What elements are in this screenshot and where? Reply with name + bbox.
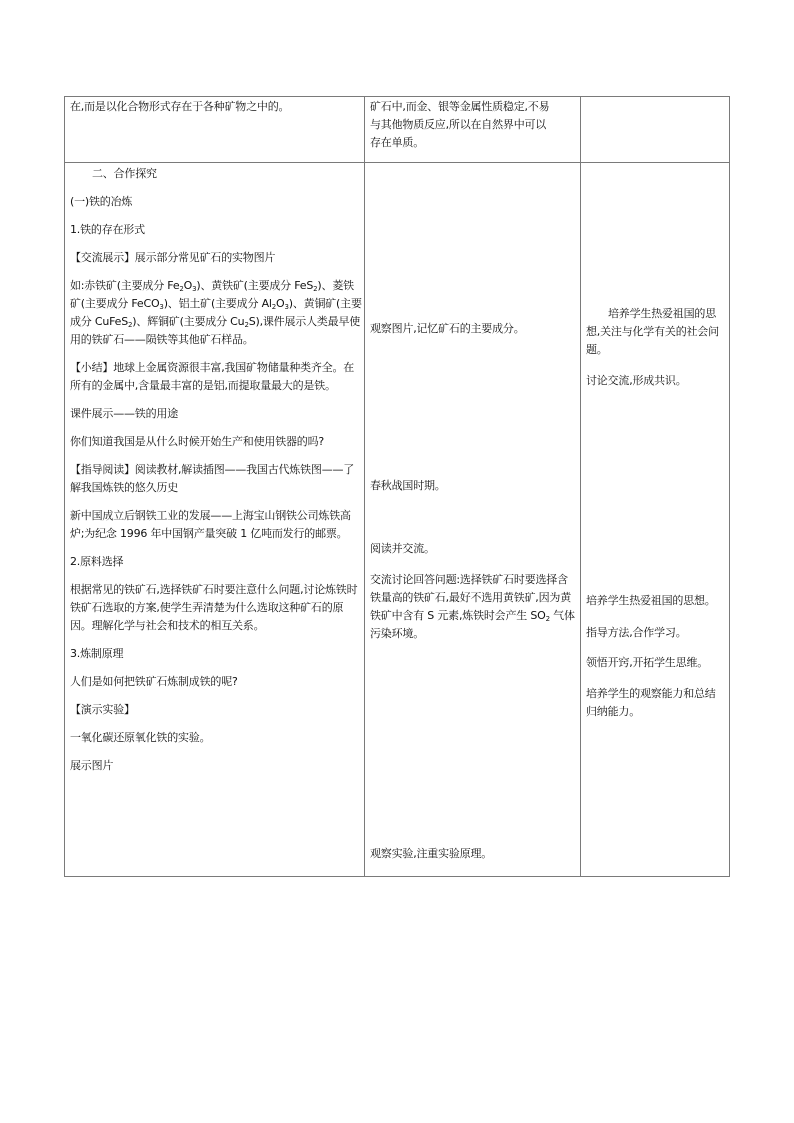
row2-intent-text: 培养学生热爱祖国的思想。 bbox=[586, 594, 716, 607]
summary-text: 【小结】地球上金属资源很丰富,我国矿物储量种类齐全。在所有的金属中,含量最丰富的是铝,而提取量最大的是铁。 bbox=[70, 361, 355, 392]
selection-text: 根据常见的铁矿石,选择铁矿石时要注意什么问题,讨论炼铁时铁矿石选取的方案,使学生弄清楚为什么选取这种矿石的原因。理解化学与社会和技术的相互关系。 bbox=[70, 583, 358, 632]
courseware-text: 课件展示——铁的用途 bbox=[70, 407, 178, 420]
row2-intent-text: 指导方法,合作学习。 bbox=[586, 626, 687, 639]
row2-teacher-cell bbox=[70, 165, 362, 775]
row1-student-line: 矿石中,而金、银等金属性质稳定,不易 bbox=[370, 100, 550, 113]
row2-student-text: 观察实验,注重实验原理。 bbox=[370, 847, 493, 860]
question-text: 人们是如何把铁矿石炼制成铁的呢? bbox=[70, 675, 238, 688]
topic-heading: 2.原料选择 bbox=[70, 555, 124, 568]
history-text: 新中国成立后钢铁工业的发展——上海宝山钢铁公司炼铁高炉;为纪念 1996 年中国钢产量突破 1 亿吨而发行的邮票。 bbox=[70, 509, 351, 540]
question-text: 你们知道我国是从什么时候开始生产和使用铁器的吗? bbox=[70, 435, 325, 448]
row1-student-line: 存在单质。 bbox=[370, 136, 424, 149]
demo-heading: 【演示实验】 bbox=[70, 703, 135, 716]
row1-teacher-text: 在,而是以化合物形式存在于各种矿物之中的。 bbox=[70, 100, 290, 113]
row1-student-line: 与其他物质反应,所以在自然界中可以 bbox=[370, 118, 547, 131]
row2-student-discussion: 交流讨论回答问题:选择铁矿石时要选择含铁量高的铁矿石,最好不选用黄铁矿,因为黄铁矿中含有 S 元素,炼铁时会产生 $SO_2$ 气体污染环境。 bbox=[370, 573, 575, 640]
row2-intent-text: 培养学生的观察能力和总结归纳能力。 bbox=[586, 687, 716, 718]
column-divider bbox=[364, 96, 365, 877]
row2-intent-text: 讨论交流,形成共识。 bbox=[586, 374, 687, 387]
table-right-border bbox=[729, 96, 730, 877]
row2-intent-text: 培养学生热爱祖国的思想,关注与化学有关的社会问题。 bbox=[586, 307, 719, 356]
subsection-heading: (一)铁的冶炼 bbox=[70, 195, 133, 208]
table-top-border bbox=[64, 96, 730, 97]
exchange-display-text: 【交流展示】展示部分常见矿石的实物图片 bbox=[70, 251, 276, 264]
topic-heading: 1.铁的存在形式 bbox=[70, 223, 145, 236]
guided-reading-text: 【指导阅读】阅读教材,解读插图——我国古代炼铁图——了解我国炼铁的悠久历史 bbox=[70, 463, 355, 494]
row2-student-text: 阅读并交流。 bbox=[370, 542, 435, 555]
column-divider bbox=[580, 96, 581, 877]
lesson-table bbox=[64, 96, 730, 877]
section-heading: 二、合作探究 bbox=[92, 167, 157, 180]
row-divider bbox=[64, 162, 730, 163]
row2-intent-text: 领悟开窍,开拓学生思维。 bbox=[586, 656, 709, 669]
row1-student-cell bbox=[370, 98, 576, 152]
row2-student-text: 观察图片,记忆矿石的主要成分。 bbox=[370, 322, 525, 335]
experiment-text: 一氧化碳还原氧化铁的实验。 bbox=[70, 731, 211, 744]
row2-student-text: 春秋战国时期。 bbox=[370, 479, 446, 492]
table-left-border bbox=[64, 96, 65, 877]
table-bottom-border bbox=[64, 876, 730, 877]
ore-list-text: 如:赤铁矿(主要成分 $Fe_2O_3$)、黄铁矿(主要成分 FeS$_2$)、菱铁矿(主要成分 FeCO$_3$)、铝土矿(主要成分 $Al_2O_3$)、黄铜矿(主要成分 CuFeS$_2$)、辉铜矿(主要成分 $Cu_2S$),课件展示人类最早使用的铁矿石——陨铁等其他矿石样品。 bbox=[70, 279, 362, 346]
row1-teacher-cell bbox=[70, 98, 360, 116]
show-pictures-text: 展示图片 bbox=[70, 759, 114, 772]
topic-heading: 3.炼制原理 bbox=[70, 647, 124, 660]
